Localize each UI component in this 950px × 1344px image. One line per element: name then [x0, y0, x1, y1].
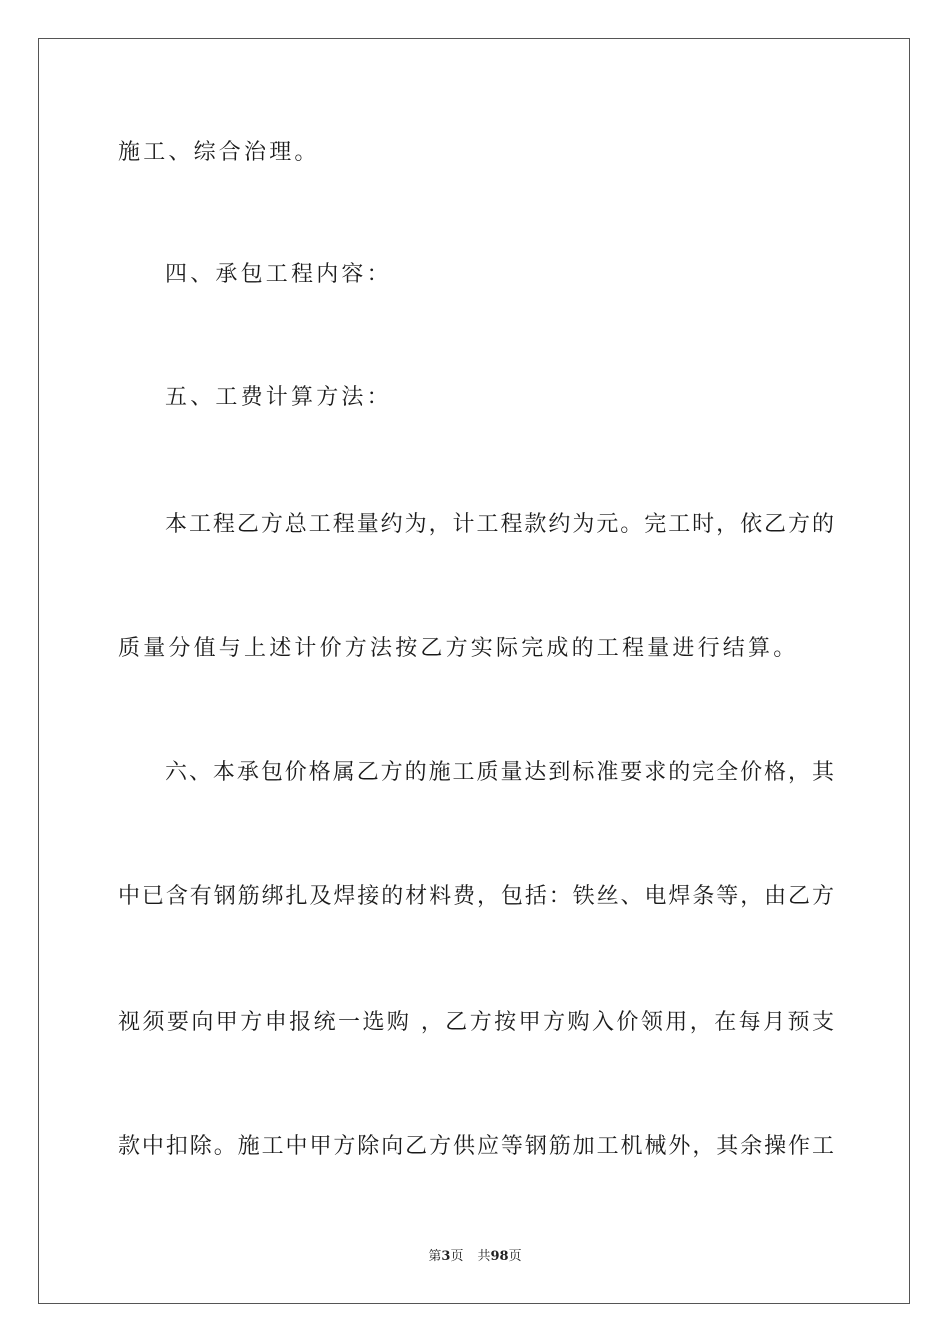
page-footer — [0, 1248, 950, 1266]
section-heading-5: 五、工费计算方法： — [165, 385, 392, 410]
page-frame — [38, 38, 910, 1304]
page-prefix: 第 — [428, 1249, 442, 1264]
total-pages: 98 — [490, 1249, 509, 1264]
page-number: 3 — [441, 1249, 451, 1264]
paragraph-line-1: 施工、综合治理。 — [118, 140, 320, 165]
total-prefix: 共 — [477, 1249, 491, 1264]
paragraph-line-9: 款中扣除。施工中甲方除向乙方供应等钢筋加工机械外，其余操作工 — [118, 1134, 834, 1159]
paragraph-line-4: 本工程乙方总工程量约为，计工程款约为元。完工时，依乙方的 — [165, 512, 834, 537]
section-heading-6: 六、本承包价格属乙方的施工质量达到标准要求的完全价格，其 — [165, 760, 834, 785]
section-heading-4: 四、承包工程内容： — [165, 262, 392, 287]
paragraph-line-7: 中已含有钢筋绑扎及焊接的材料费，包括：铁丝、电焊条等，由乙方 — [118, 884, 834, 909]
paragraph-line-8: 视须要向甲方申报统一选购 ，乙方按甲方购入价领用，在每月预支 — [118, 1010, 834, 1035]
paragraph-line-5: 质量分值与上述计价方法按乙方实际完成的工程量进行结算。 — [118, 636, 799, 661]
total-suffix: 页 — [508, 1249, 522, 1264]
page-suffix: 页 — [450, 1249, 464, 1264]
